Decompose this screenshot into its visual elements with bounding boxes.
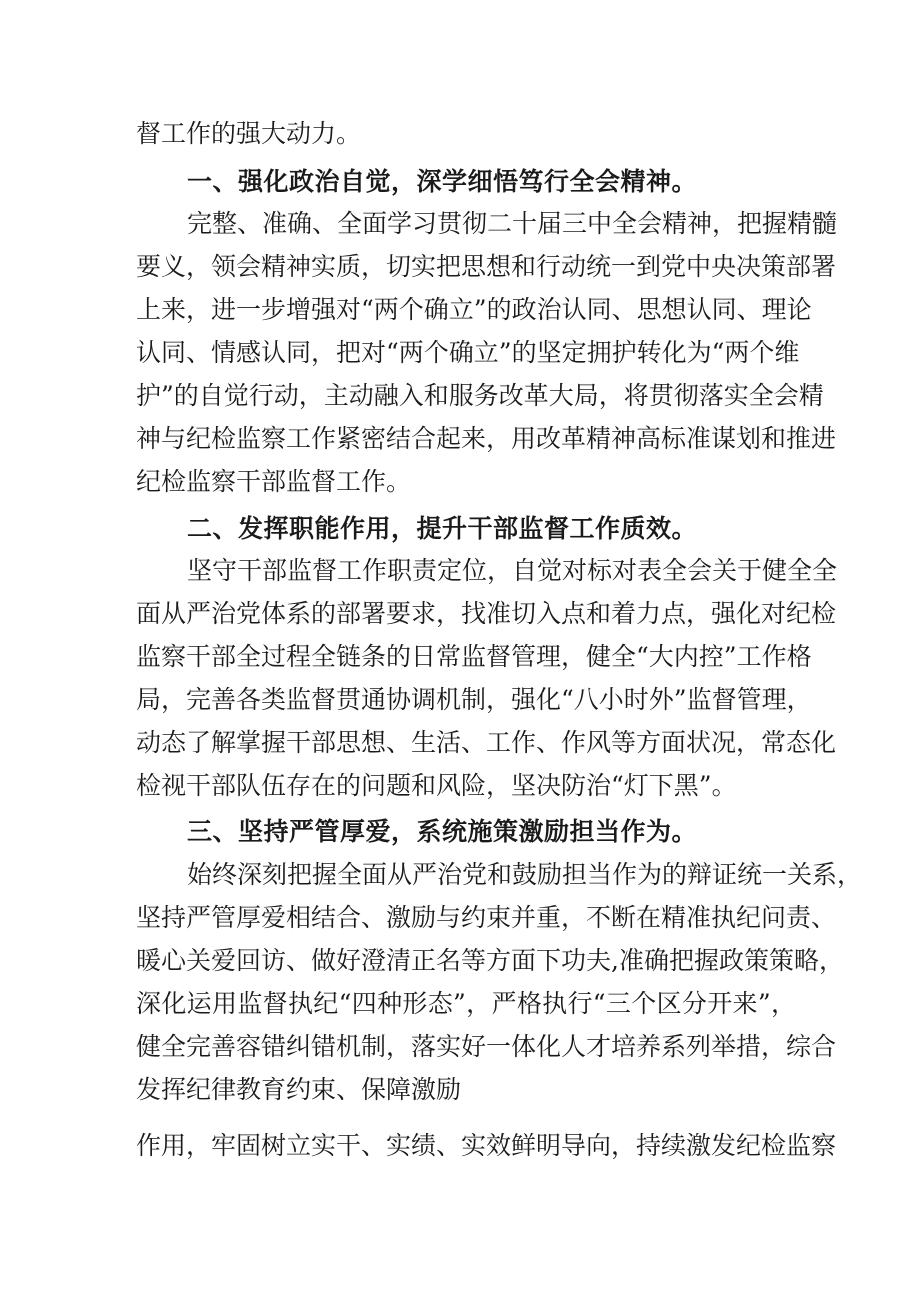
section-2-paragraph-line: 坚守干部监督工作职责定位，自觉对标对表全会关于健全全 (187, 556, 838, 585)
section-2-paragraph-line: 面从严治党体系的部署要求，找准切入点和着力点，强化对纪检 (136, 599, 837, 628)
section-1-heading: 一、强化政治自觉，深学细悟笃行全会精神。 (187, 167, 698, 196)
section-1-paragraph-line: 完整、准确、全面学习贯彻二十届三中全会精神，把握精髓 (187, 209, 838, 238)
section-2-paragraph-line: 监察干部全过程全链条的日常监督管理，健全“大内控”工作格 (136, 642, 812, 671)
continuation-line: 作用，牢固树立实干、实绩、实效鲜明导向，持续激发纪检监察 (136, 1131, 837, 1160)
section-2-paragraph-line: 局，完善各类监督贯通协调机制，强化“八小时外”监督管理， (136, 685, 812, 714)
section-1-paragraph-line: 上来，进一步增强对“两个确立”的政治认同、思想认同、理论 (136, 295, 812, 324)
section-2-paragraph-line: 动态了解掌握干部思想、生活、工作、作风等方面状况，常态化 (136, 728, 837, 757)
section-3-paragraph-line: 健全完善容错纠错机制，落实好一体化人才培养系列举措，综合 (136, 1032, 837, 1061)
section-3-paragraph-line: 深化运用监督执纪“四种形态”，严格执行“三个区分开来”， (136, 989, 796, 1018)
section-3-paragraph-line: 暖心关爱回访、做好澄清正名等方面下功夫,准确把握政策策略， (136, 946, 844, 975)
section-1-paragraph-line: 护”的自觉行动，主动融入和服务改革大局，将贯彻落实全会精 (136, 381, 824, 410)
section-2-heading: 二、发挥职能作用，提升干部监督工作质效。 (187, 514, 698, 543)
section-1-paragraph-line: 要义，领会精神实质，切实把思想和行动统一到党中央决策部署 (136, 252, 837, 281)
intro-line: 督工作的强大动力。 (136, 119, 362, 148)
section-2-paragraph-line: 检视干部队伍存在的问题和风险，坚决防治“灯下黑”。 (136, 771, 737, 800)
section-1-paragraph-line: 神与纪检监察工作紧密结合起来，用改革精神高标准谋划和推进 (136, 424, 837, 453)
section-3-paragraph-line: 坚持严管厚爱相结合、激励与约束并重，不断在精准执纪问责、 (136, 903, 837, 932)
section-3-paragraph-line: 始终深刻把握全面从严治党和鼓励担当作为的辩证统一关系， (187, 860, 863, 889)
section-1-paragraph-line: 认同、情感认同，把对“两个确立”的坚定拥护转化为“两个维 (136, 338, 800, 367)
section-1-paragraph-line: 纪检监察干部监督工作。 (136, 467, 412, 496)
section-3-paragraph-line: 发挥纪律教育约束、保障激励 (136, 1075, 462, 1104)
section-3-heading: 三、坚持严管厚爱，系统施策激励担当作为。 (187, 817, 698, 846)
